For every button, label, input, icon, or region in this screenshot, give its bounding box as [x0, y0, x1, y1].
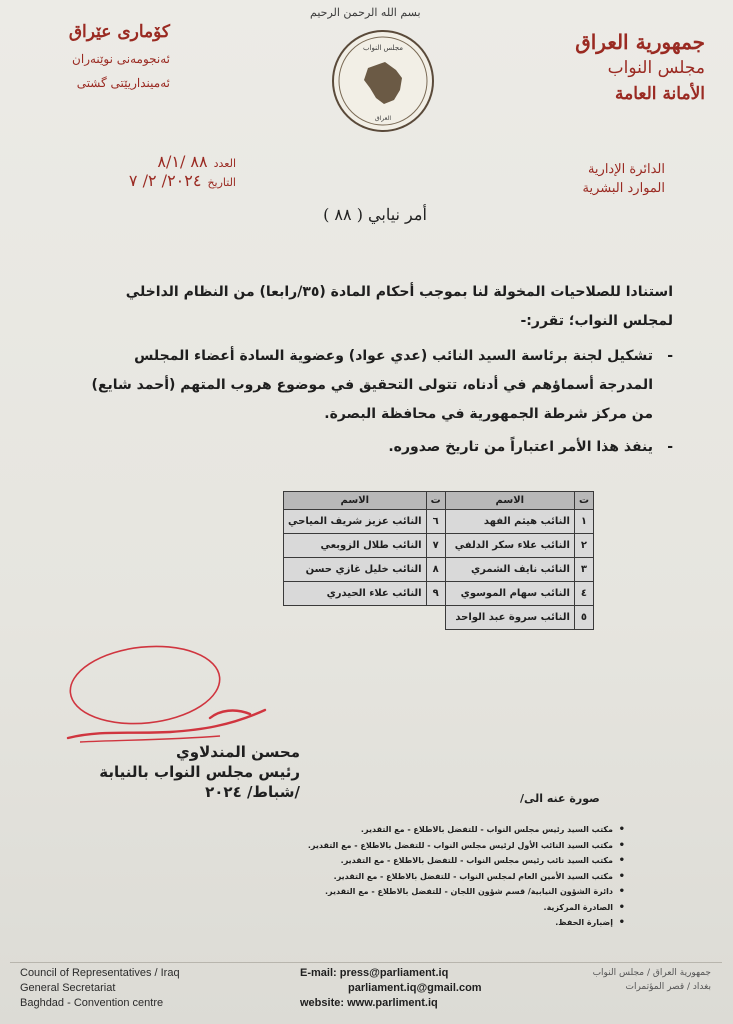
order-item-1 [60, 342, 673, 429]
date-value: ٢٠٢٤/ ٢/ ٧ [128, 171, 202, 190]
website-link[interactable]: www.parliment.iq [347, 997, 438, 1009]
member-name: النائب سهام الموسوي [445, 582, 574, 606]
col-num-header: ت [574, 492, 593, 510]
order-item-2 [60, 433, 673, 462]
footer-address-en [20, 966, 180, 1011]
col-name-header: الاسم [284, 492, 427, 510]
department-line2: الموارد البشرية [582, 181, 665, 196]
item2-line: - ينفذ هذا الأمر اعتباراً من تاريخ صدوره. [388, 439, 653, 455]
member-num: ٤ [574, 582, 593, 606]
member-name: النائب عزيز شريف المياحي [284, 510, 427, 534]
item1-line2: المدرجة أسماؤهم في أدناه، تتولى التحقيق في موضوع هروب المتهم (أحمد شايع) [91, 377, 653, 393]
date-label: التاريخ [207, 176, 236, 189]
cc-title: صورة عنه الى/ [520, 792, 600, 805]
list-item: • دائرة الشؤون النيابية/ قسم شؤون اللجان - للتفضل بالاطلاع - مع التقدير. [205, 884, 625, 900]
country-name: جمهورية العراق [575, 30, 705, 54]
table-row [284, 510, 594, 534]
department-stamp [583, 162, 665, 200]
reference-meta [36, 152, 236, 190]
seal-label: مجلس النواب [362, 44, 404, 52]
table-row [284, 582, 594, 606]
seal-caption: العراق [374, 115, 392, 122]
list-item: • مكتب السيد الأمين العام لمجلس النواب - للتفضل بالاطلاع - مع التقدير. [205, 869, 625, 885]
member-num: ٧ [426, 534, 445, 558]
signer-name: محسن المندلاوي [176, 743, 300, 761]
signer-title: رئيس مجلس النواب بالنيابة [99, 763, 300, 781]
letterhead-arabic [575, 30, 705, 104]
footer-contacts [300, 966, 482, 1011]
list-item: • إضبارة الحفظ. [205, 915, 625, 931]
order-title: أمر نيابي ( ٨٨ ) [323, 205, 427, 224]
list-item: • مكتب السيد رئيس مجلس النواب - للتفضل بالاطلاع - مع التقدير. [205, 822, 625, 838]
member-name: النائب طلال الزوبعي [284, 534, 427, 558]
member-num: ١ [574, 510, 593, 534]
order-body [60, 278, 673, 462]
secretariat-name: الأمانة العامة [615, 84, 705, 104]
list-item: • الصادرة المركزية. [205, 900, 625, 916]
footer-ar-line2: بغداد / قصر المؤتمرات [625, 982, 711, 992]
letterhead-kurdish [40, 22, 170, 90]
member-name: النائب علاء الحيدري [284, 582, 427, 606]
member-num: ٥ [574, 606, 593, 630]
number-label: العدد [213, 157, 236, 170]
col-name-header: الاسم [445, 492, 574, 510]
footer-ar-line1: جمهورية العراق / مجلس النواب [592, 968, 711, 978]
item1-line1: - تشكيل لجنة برئاسة السيد النائب (عدي عواد) وعضوية السادة أعضاء المجلس [134, 348, 653, 364]
website-label: website: [300, 997, 345, 1009]
member-num: ٢ [574, 534, 593, 558]
kurdish-country: كۆماری عێراق [68, 22, 170, 42]
footer-org: Council of Representatives / Iraq [20, 967, 180, 979]
table-header-row [284, 492, 594, 510]
table-row [284, 534, 594, 558]
member-name: النائب خليل غازي حسن [284, 558, 427, 582]
intro-line-2: لمجلس النواب؛ تقرر:- [520, 313, 673, 329]
parliament-seal-icon [330, 28, 436, 134]
cc-list [205, 822, 625, 931]
kurdish-council: ئەنجومەنی نوێنەران [72, 52, 170, 66]
member-name: النائب نايف الشمري [445, 558, 574, 582]
email-label: E-mail: [300, 967, 337, 979]
col-num-header: ت [426, 492, 445, 510]
members-table [283, 491, 594, 641]
department-line1: الدائرة الإدارية [587, 162, 665, 177]
list-item: • مكتب السيد النائب الأول لرئيس مجلس النواب - للتفضل بالاطلاع - مع التقدير. [205, 838, 625, 854]
number-row [36, 152, 236, 171]
number-value: ٨٨ /٨/١ [157, 152, 208, 171]
kurdish-secretariat: ئەمینداریێتی گشتی [76, 76, 170, 90]
footer-address-ar [593, 966, 711, 994]
member-name: النائب هيثم الفهد [445, 510, 574, 534]
date-row [36, 171, 236, 190]
council-name: مجلس النواب [607, 58, 705, 78]
email-link-1[interactable]: press@parliament.iq [339, 967, 449, 979]
footer-divider [10, 962, 722, 963]
list-item: • مكتب السيد نائب رئيس مجلس النواب - للتفضل بالاطلاع - مع التقدير. [205, 853, 625, 869]
table-row [284, 558, 594, 582]
item1-line3: من مركز شرطة الجمهورية في محافظة البصرة. [324, 406, 653, 422]
member-name: النائب سروة عبد الواحد [445, 606, 574, 630]
table-row [284, 606, 594, 630]
footer-secretariat: General Secretariat [20, 982, 116, 994]
signer-date: /شباط/ ٢٠٢٤ [205, 783, 300, 801]
email-link-2[interactable]: parliament.iq@gmail.com [348, 982, 482, 994]
footer-location: Baghdad - Convention centre [20, 997, 164, 1009]
signer-block [70, 742, 300, 802]
member-name: النائب علاء سكر الدلفي [445, 534, 574, 558]
member-num: ٩ [426, 582, 445, 606]
member-num: ٨ [426, 558, 445, 582]
basmala: بسم الله الرحمن الرحيم [310, 6, 421, 19]
member-num: ٣ [574, 558, 593, 582]
intro-line-1: استنادا للصلاحيات المخولة لنا بموجب أحكام المادة (٣٥/رابعا) من النظام الداخلي [125, 284, 673, 300]
member-num: ٦ [426, 510, 445, 534]
